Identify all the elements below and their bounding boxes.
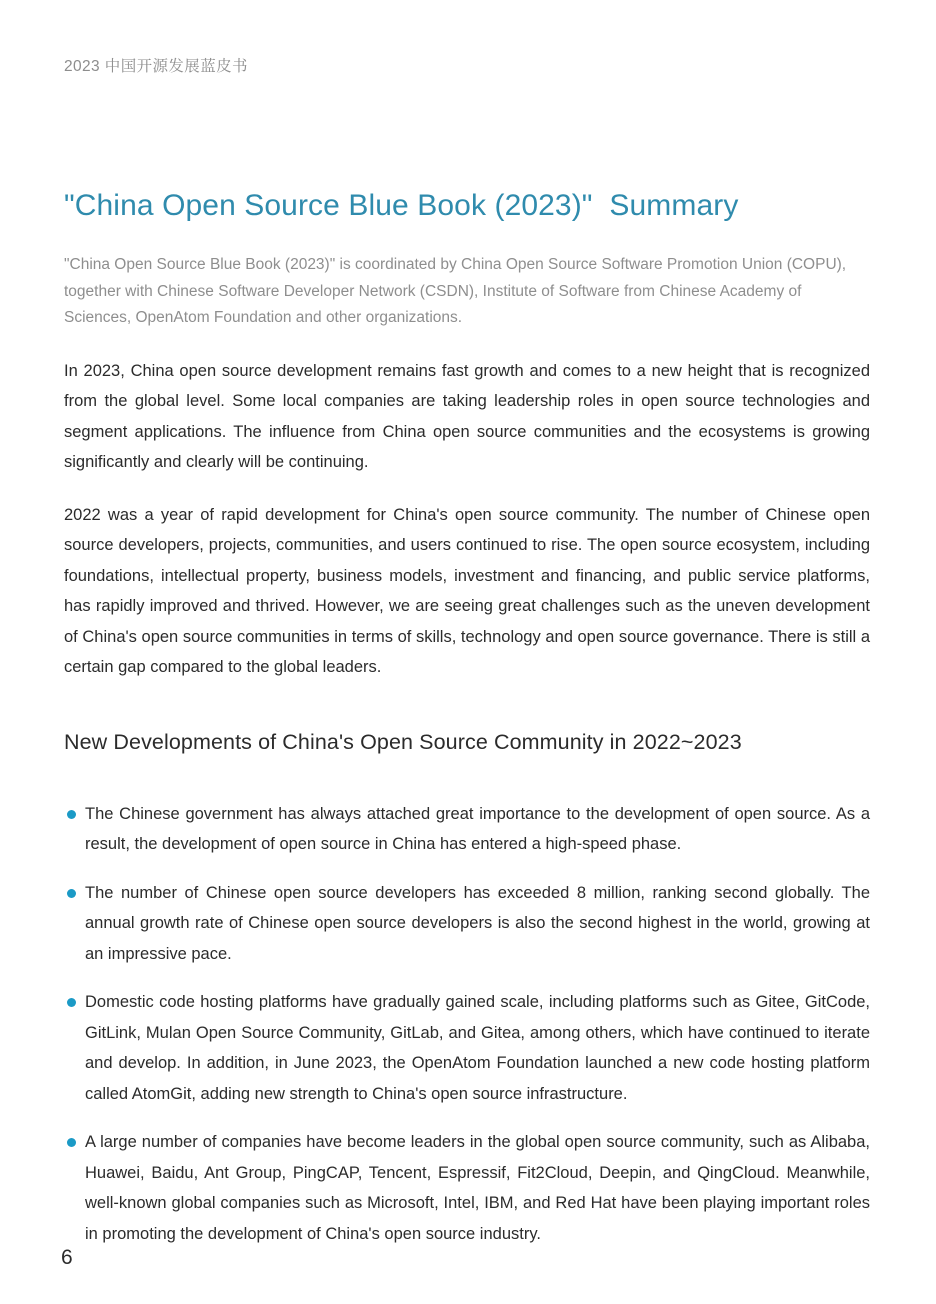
bullet-dot-icon — [67, 998, 76, 1007]
list-item-text: A large number of companies have become leaders in the global open source community, such as Alibaba, Huawei, Baidu, Ant Group, PingCAP, Tencent, Espressif, Fit2Cloud, Deepin, and QingCloud. Meanwhile, well-known global companies such as Microsoft, Intel, IBM, and Red Hat have been playing important roles in promoting the development of China's open source industry. — [85, 1133, 870, 1243]
running-header: 2023 中国开源发展蓝皮书 — [64, 58, 248, 75]
list-item — [64, 799, 870, 860]
list-item-text: The number of Chinese open source developers has exceeded 8 million, ranking second globally. The annual growth rate of Chinese open source developers is also the second highest in the world, growing at an impressive pace. — [85, 883, 870, 963]
page-number: 6 — [61, 1246, 73, 1269]
bullet-dot-icon — [67, 1138, 76, 1147]
document-content — [64, 186, 870, 1249]
page-title: "China Open Source Blue Book (2023)" Summary — [64, 189, 739, 222]
bullet-list — [64, 799, 870, 1250]
list-item — [64, 878, 870, 970]
list-item-text: Domestic code hosting platforms have gradually gained scale, including platforms such as Gitee, GitCode, GitLink, Mulan Open Source Community, GitLab, and Gitea, among others, which have continued to iterate and develop. In addition, in June 2023, the OpenAtom Foundation launched a new code hosting platform called AtomGit, adding new strength to China's open source infrastructure. — [85, 993, 870, 1103]
bullet-dot-icon — [67, 810, 76, 819]
list-item-text: The Chinese government has always attached great importance to the development of open source. As a result, the development of open source in China has entered a high-speed phase. — [85, 804, 870, 853]
intro-paragraph: "China Open Source Blue Book (2023)" is coordinated by China Open Source Software Promotion Union (COPU), together with Chinese Software Developer Network (CSDN), Institute of Software from Chinese Academy of Sciences, OpenAtom Foundation and other organizations. — [64, 256, 847, 326]
bullet-section — [64, 799, 870, 1250]
bullet-dot-icon — [67, 889, 76, 898]
body-paragraph-2: 2022 was a year of rapid development for China's open source community. The number of Chinese open source developers, projects, communities, and users continued to rise. The open source ecosystem, including foundations, intellectual property, business models, investment and financing, and public service platforms, has rapidly improved and thrived. However, we are seeing great challenges such as the uneven development of China's open source communities in terms of skills, technology and open source governance. There is still a certain gap compared to the global leaders. — [64, 505, 870, 676]
body-paragraph-1: In 2023, China open source development remains fast growth and comes to a new height that is recognized from the global level. Some local companies are taking leadership roles in open source technologies and segment applications. The influence from China open source communities and the ecosystems is growing significantly and clearly will be continuing. — [64, 361, 870, 471]
list-item — [64, 1127, 870, 1249]
section-heading: New Developments of China's Open Source Community in 2022~2023 — [64, 729, 742, 754]
list-item — [64, 987, 870, 1109]
